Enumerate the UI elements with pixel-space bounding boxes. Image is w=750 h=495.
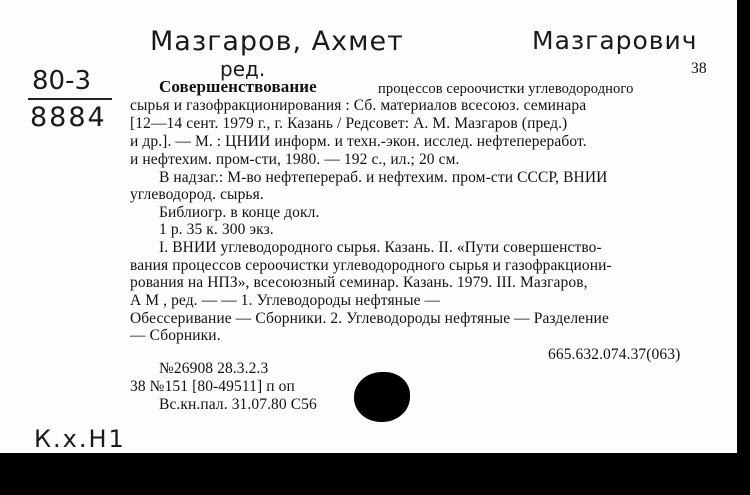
text-line-14: — Сборники.: [130, 327, 221, 344]
card-title: Совершенствование: [159, 77, 317, 96]
footer-line: 38 №151 [80-49511] п оп: [130, 378, 295, 395]
text-line-9: I. ВНИИ углеводородного сырья. Казань. II. «Пути совершенство-: [159, 239, 602, 256]
text-line-6: углеводород. сырья.: [130, 186, 264, 203]
footer-date: Вс.кн.пал. 31.07.80 С56: [159, 396, 317, 413]
text-line-5: В надзаг.: М-во нефтеперераб. и нефтехим. пром-сти СССР, ВНИИ: [159, 169, 608, 186]
text-line-0: процессов сероочистки углеводородного: [378, 81, 634, 97]
text-line-1: сырья и газофракционирования : Сб. материалов всесоюз. семинара: [130, 97, 587, 114]
text-line-11: рования на НПЗ», всесоюзный семинар. Казань. 1979. III. Мазгаров,: [130, 274, 588, 291]
call-number-divider: [28, 98, 112, 100]
handwritten-call-number-bottom: 8884: [30, 102, 107, 133]
handwritten-editor-mark: ред.: [220, 57, 266, 81]
text-line-4: и нефтехим. пром-сти, 1980. — 192 с., ил.; 20 см.: [130, 151, 460, 168]
registration-number: №26908 28.3.2.3: [159, 360, 269, 377]
handwritten-footer-mark: К.х.Н1: [34, 425, 126, 453]
text-line-2: [12—14 сент. 1979 г., г. Казань / Редсовет: А. М. Мазгаров (пред.): [130, 115, 568, 132]
text-line-13: Обессеривание — Сборники. 2. Углеводороды нефтяные — Разделение: [130, 310, 609, 327]
text-line-10: вания процессов сероочистки углеводородного сырья и газофракциони-: [130, 257, 612, 274]
text-line-7: Библиогр. в конце докл.: [159, 204, 320, 221]
handwritten-patronymic: Мазгарович: [532, 26, 698, 55]
handwritten-author-name: Мазгаров, Ахмет: [150, 26, 404, 57]
text-line-12: А М , ред. — — 1. Углеводороды нефтяные —: [130, 292, 441, 309]
text-line-3: и др.]. — М. : ЦНИИ информ. и техн.-экон. исслед. нефтепереработ.: [130, 133, 587, 150]
page-number: 38: [691, 60, 707, 77]
udc-code: 665.632.074.37(063): [548, 346, 681, 363]
handwritten-call-number-top: 80-3: [32, 66, 92, 96]
text-line-8: 1 р. 35 к. 300 экз.: [159, 221, 274, 238]
ink-blot: [354, 372, 410, 422]
